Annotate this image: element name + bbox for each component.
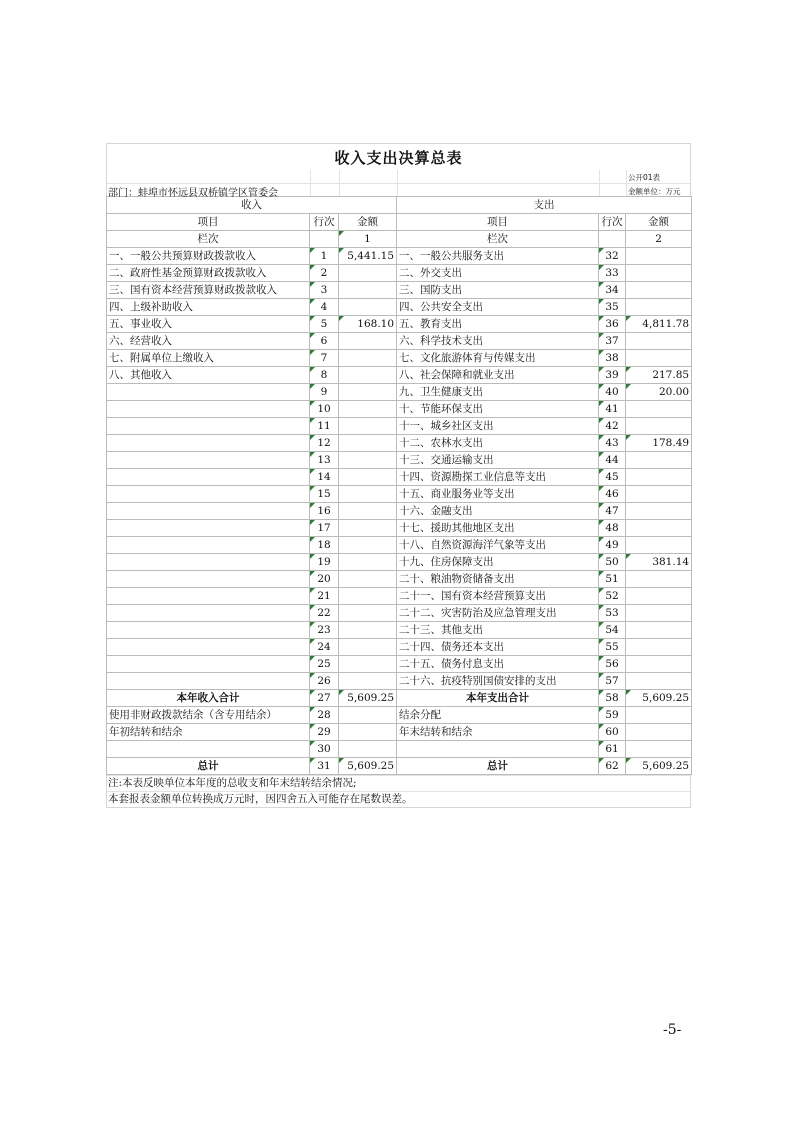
expense-item-cell: 十六、金融支出 xyxy=(397,503,599,520)
amount-unit: 金额单位：万元 xyxy=(628,187,681,196)
income-item-cell xyxy=(107,384,310,401)
expense-amount-cell: 5,609.25 xyxy=(626,758,692,775)
income-line-cell: 25 xyxy=(310,656,339,673)
expense-item-cell: 七、文化旅游体育与传媒支出 xyxy=(397,350,599,367)
expense-line-cell: 50 xyxy=(599,554,626,571)
expense-line-cell: 56 xyxy=(599,656,626,673)
income-line-cell: 17 xyxy=(310,520,339,537)
expense-amount-cell xyxy=(626,520,692,537)
expense-line-cell: 62 xyxy=(599,758,626,775)
income-item-cell: 七、附属单位上缴收入 xyxy=(107,350,310,367)
expense-amount-cell xyxy=(626,299,692,316)
income-item-cell xyxy=(107,605,310,622)
income-line-cell: 18 xyxy=(310,537,339,554)
expense-item-cell: 十一、城乡社区支出 xyxy=(397,418,599,435)
income-line-cell: 4 xyxy=(310,299,339,316)
income-item-cell: 本年收入合计 xyxy=(107,690,310,707)
income-item-cell xyxy=(107,622,310,639)
income-line-cell: 15 xyxy=(310,486,339,503)
income-amount-cell xyxy=(339,554,397,571)
income-item-cell xyxy=(107,571,310,588)
department-label: 部门：蚌埠市怀远县双桥镇学区管委会 xyxy=(108,188,278,199)
table-row xyxy=(107,741,692,758)
income-amount-cell xyxy=(339,673,397,690)
table-row xyxy=(107,724,692,741)
income-line-cell: 10 xyxy=(310,401,339,418)
income-line-cell: 6 xyxy=(310,333,339,350)
income-item-cell xyxy=(107,673,310,690)
income-item-cell: 五、事业收入 xyxy=(107,316,310,333)
expense-amount-cell xyxy=(626,503,692,520)
income-amount-cell xyxy=(339,418,397,435)
income-item-cell xyxy=(107,486,310,503)
expense-amount-header: 金额 xyxy=(626,214,692,231)
expense-amount-cell: 20.00 xyxy=(626,384,692,401)
expense-item-cell: 九、卫生健康支出 xyxy=(397,384,599,401)
income-amount-cell xyxy=(339,724,397,741)
expense-line-cell: 60 xyxy=(599,724,626,741)
income-amount-cell xyxy=(339,452,397,469)
expense-line-cell: 59 xyxy=(599,707,626,724)
income-line-cell: 23 xyxy=(310,622,339,639)
income-item-cell xyxy=(107,435,310,452)
report-title: 收入支出决算总表 xyxy=(334,149,463,167)
income-line-cell: 19 xyxy=(310,554,339,571)
empty-cell xyxy=(310,231,339,248)
expense-line-cell: 45 xyxy=(599,469,626,486)
report-sheet xyxy=(106,143,691,808)
expense-line-cell: 44 xyxy=(599,452,626,469)
income-amount-cell: 168.10 xyxy=(339,316,397,333)
income-item-cell xyxy=(107,554,310,571)
expense-amount-cell xyxy=(626,333,692,350)
income-line-cell: 12 xyxy=(310,435,339,452)
income-amount-cell xyxy=(339,350,397,367)
expense-line-cell: 37 xyxy=(599,333,626,350)
income-header: 收入 xyxy=(107,197,397,214)
income-line-cell: 29 xyxy=(310,724,339,741)
income-line-cell: 31 xyxy=(310,758,339,775)
form-code: 公开01表 xyxy=(628,173,661,182)
empty-cell xyxy=(599,231,626,248)
expense-amount-cell xyxy=(626,724,692,741)
income-item-header: 项目 xyxy=(107,214,310,231)
expense-item-cell: 二十六、抗疫特别国债安排的支出 xyxy=(397,673,599,690)
expense-line-cell: 57 xyxy=(599,673,626,690)
expense-item-cell: 八、社会保障和就业支出 xyxy=(397,367,599,384)
table-row xyxy=(107,554,692,571)
title-row xyxy=(106,143,691,170)
income-amount-cell xyxy=(339,469,397,486)
income-item-cell: 使用非财政拨款结余（含专用结余） xyxy=(107,707,310,724)
expense-amount-cell xyxy=(626,571,692,588)
meta-rows xyxy=(106,170,691,199)
income-line-cell: 11 xyxy=(310,418,339,435)
expense-line-cell: 49 xyxy=(599,537,626,554)
table-row xyxy=(107,537,692,554)
income-amount-cell xyxy=(339,299,397,316)
expense-line-cell: 42 xyxy=(599,418,626,435)
expense-line-cell: 51 xyxy=(599,571,626,588)
expense-line-cell: 58 xyxy=(599,690,626,707)
table-row xyxy=(107,452,692,469)
table-row xyxy=(107,486,692,503)
income-item-cell: 八、其他收入 xyxy=(107,367,310,384)
table-row xyxy=(107,435,692,452)
expense-amount-cell xyxy=(626,452,692,469)
table-row xyxy=(107,588,692,605)
expense-item-cell: 结余分配 xyxy=(397,707,599,724)
expense-item-cell: 十、节能环保支出 xyxy=(397,401,599,418)
expense-item-cell: 二、外交支出 xyxy=(397,265,599,282)
expense-amount-cell: 381.14 xyxy=(626,554,692,571)
income-amount-cell: 5,609.25 xyxy=(339,758,397,775)
expense-item-cell: 十五、商业服务业等支出 xyxy=(397,486,599,503)
table-row xyxy=(107,384,692,401)
expense-line-cell: 38 xyxy=(599,350,626,367)
income-item-cell xyxy=(107,537,310,554)
income-line-cell: 8 xyxy=(310,367,339,384)
expense-amount-cell xyxy=(626,656,692,673)
expense-amount-cell xyxy=(626,248,692,265)
expense-item-cell: 二十五、债务付息支出 xyxy=(397,656,599,673)
expense-line-cell: 52 xyxy=(599,588,626,605)
income-line-cell: 16 xyxy=(310,503,339,520)
expense-line-cell: 55 xyxy=(599,639,626,656)
expense-amount-cell: 4,811.78 xyxy=(626,316,692,333)
expense-item-cell: 十七、援助其他地区支出 xyxy=(397,520,599,537)
table-row xyxy=(107,758,692,775)
expense-line-cell: 36 xyxy=(599,316,626,333)
income-line-cell: 28 xyxy=(310,707,339,724)
expense-line-header: 行次 xyxy=(599,214,626,231)
income-line-cell: 14 xyxy=(310,469,339,486)
table-row xyxy=(107,469,692,486)
expense-item-cell: 十三、交通运输支出 xyxy=(397,452,599,469)
expense-item-cell: 五、教育支出 xyxy=(397,316,599,333)
expense-amount-cell: 217.85 xyxy=(626,367,692,384)
expense-item-cell: 本年支出合计 xyxy=(397,690,599,707)
expense-item-cell: 总计 xyxy=(397,758,599,775)
income-item-cell xyxy=(107,520,310,537)
income-line-cell: 1 xyxy=(310,248,339,265)
expense-item-cell: 十九、住房保障支出 xyxy=(397,554,599,571)
expense-line-cell: 43 xyxy=(599,435,626,452)
expense-amount-cell xyxy=(626,265,692,282)
income-item-cell: 四、上级补助收入 xyxy=(107,299,310,316)
expense-item-header: 项目 xyxy=(397,214,599,231)
income-item-cell xyxy=(107,503,310,520)
table-row xyxy=(107,248,692,265)
income-amount-cell xyxy=(339,537,397,554)
expense-amount-cell: 178.49 xyxy=(626,435,692,452)
expense-amount-cell xyxy=(626,350,692,367)
income-line-cell: 7 xyxy=(310,350,339,367)
page-number: -5- xyxy=(663,1022,682,1038)
table-row xyxy=(107,520,692,537)
income-amount-cell xyxy=(339,435,397,452)
income-amount-cell xyxy=(339,282,397,299)
income-item-cell: 一、一般公共预算财政拨款收入 xyxy=(107,248,310,265)
expense-amount-cell xyxy=(626,707,692,724)
table-row xyxy=(107,503,692,520)
table-row xyxy=(107,690,692,707)
income-amount-cell xyxy=(339,741,397,758)
table-row xyxy=(107,299,692,316)
income-amount-cell xyxy=(339,486,397,503)
table-row xyxy=(107,282,692,299)
income-column-label: 栏次 xyxy=(107,231,310,248)
expense-amount-cell xyxy=(626,622,692,639)
income-amount-cell xyxy=(339,401,397,418)
income-amount-header: 金额 xyxy=(339,214,397,231)
expense-column-label: 栏次 xyxy=(397,231,599,248)
income-line-cell: 3 xyxy=(310,282,339,299)
expense-item-cell: 十四、资源勘探工业信息等支出 xyxy=(397,469,599,486)
table-row xyxy=(107,571,692,588)
income-item-cell xyxy=(107,588,310,605)
table-row xyxy=(107,418,692,435)
expense-item-cell: 二十、粮油物资储备支出 xyxy=(397,571,599,588)
income-item-cell: 年初结转和结余 xyxy=(107,724,310,741)
expense-item-cell: 一、一般公共服务支出 xyxy=(397,248,599,265)
income-amount-cell xyxy=(339,707,397,724)
table-row xyxy=(107,656,692,673)
income-item-cell xyxy=(107,452,310,469)
expense-amount-cell xyxy=(626,282,692,299)
income-line-cell: 5 xyxy=(310,316,339,333)
income-column-number: 1 xyxy=(339,231,397,248)
income-line-cell: 24 xyxy=(310,639,339,656)
expense-line-cell: 53 xyxy=(599,605,626,622)
expense-item-cell: 年末结转和结余 xyxy=(397,724,599,741)
income-amount-cell xyxy=(339,367,397,384)
expense-item-cell: 六、科学技术支出 xyxy=(397,333,599,350)
expense-line-cell: 33 xyxy=(599,265,626,282)
expense-line-cell: 48 xyxy=(599,520,626,537)
income-amount-cell xyxy=(339,588,397,605)
income-line-cell: 30 xyxy=(310,741,339,758)
expense-line-cell: 41 xyxy=(599,401,626,418)
expense-amount-cell xyxy=(626,486,692,503)
expense-item-cell: 十八、自然资源海洋气象等支出 xyxy=(397,537,599,554)
table-row xyxy=(107,707,692,724)
income-amount-cell xyxy=(339,605,397,622)
note-line: 本套报表金额单位转换成万元时，因四舍五入可能存在尾数误差。 xyxy=(107,791,690,807)
table-row xyxy=(107,401,692,418)
section-header-row xyxy=(107,197,692,214)
expense-item-cell: 四、公共安全支出 xyxy=(397,299,599,316)
expense-line-cell: 61 xyxy=(599,741,626,758)
table-row xyxy=(107,265,692,282)
expense-item-cell: 二十二、灾害防治及应急管理支出 xyxy=(397,605,599,622)
expense-item-cell: 十二、农林水支出 xyxy=(397,435,599,452)
expense-line-cell: 46 xyxy=(599,486,626,503)
expense-amount-cell xyxy=(626,469,692,486)
income-amount-cell xyxy=(339,520,397,537)
income-line-cell: 27 xyxy=(310,690,339,707)
expense-header: 支出 xyxy=(397,197,692,214)
income-item-cell: 六、经营收入 xyxy=(107,333,310,350)
income-amount-cell xyxy=(339,384,397,401)
table-row xyxy=(107,639,692,656)
income-amount-cell xyxy=(339,265,397,282)
expense-item-cell: 二十四、债务还本支出 xyxy=(397,639,599,656)
income-amount-cell xyxy=(339,333,397,350)
income-item-cell: 三、国有资本经营预算财政拨款收入 xyxy=(107,282,310,299)
expense-line-cell: 47 xyxy=(599,503,626,520)
income-amount-cell xyxy=(339,656,397,673)
table-row xyxy=(107,367,692,384)
income-item-cell xyxy=(107,469,310,486)
income-line-cell: 26 xyxy=(310,673,339,690)
table-row xyxy=(107,673,692,690)
income-line-cell: 21 xyxy=(310,588,339,605)
expense-line-cell: 34 xyxy=(599,282,626,299)
table-row xyxy=(107,350,692,367)
income-line-cell: 9 xyxy=(310,384,339,401)
income-item-cell: 总计 xyxy=(107,758,310,775)
note-line: 注:本表反映单位本年度的总收支和年末结转结余情况; xyxy=(107,775,690,791)
table-row xyxy=(107,605,692,622)
expense-item-cell: 二十三、其他支出 xyxy=(397,622,599,639)
income-amount-cell xyxy=(339,571,397,588)
expense-amount-cell xyxy=(626,418,692,435)
income-amount-cell xyxy=(339,639,397,656)
income-line-header: 行次 xyxy=(310,214,339,231)
income-line-cell: 13 xyxy=(310,452,339,469)
income-amount-cell: 5,609.25 xyxy=(339,690,397,707)
income-amount-cell xyxy=(339,503,397,520)
table-body xyxy=(107,248,692,775)
income-line-cell: 20 xyxy=(310,571,339,588)
expense-amount-cell xyxy=(626,639,692,656)
expense-amount-cell: 5,609.25 xyxy=(626,690,692,707)
expense-amount-cell xyxy=(626,741,692,758)
expense-amount-cell xyxy=(626,537,692,554)
table-row xyxy=(107,622,692,639)
income-line-cell: 2 xyxy=(310,265,339,282)
expense-amount-cell xyxy=(626,605,692,622)
income-item-cell xyxy=(107,639,310,656)
column-header-row xyxy=(107,214,692,231)
expense-line-cell: 32 xyxy=(599,248,626,265)
expense-line-cell: 40 xyxy=(599,384,626,401)
expense-amount-cell xyxy=(626,673,692,690)
income-item-cell xyxy=(107,741,310,758)
income-item-cell xyxy=(107,656,310,673)
expense-line-cell: 54 xyxy=(599,622,626,639)
expense-item-cell xyxy=(397,741,599,758)
income-item-cell xyxy=(107,418,310,435)
income-item-cell: 二、政府性基金预算财政拨款收入 xyxy=(107,265,310,282)
summary-table xyxy=(106,196,692,775)
expense-amount-cell xyxy=(626,401,692,418)
table-row xyxy=(107,316,692,333)
expense-item-cell: 二十一、国有资本经营预算支出 xyxy=(397,588,599,605)
expense-item-cell: 三、国防支出 xyxy=(397,282,599,299)
expense-column-number: 2 xyxy=(626,231,692,248)
income-amount-cell: 5,441.15 xyxy=(339,248,397,265)
income-amount-cell xyxy=(339,622,397,639)
notes xyxy=(106,775,691,808)
income-line-cell: 22 xyxy=(310,605,339,622)
income-item-cell xyxy=(107,401,310,418)
expense-amount-cell xyxy=(626,588,692,605)
column-index-row xyxy=(107,231,692,248)
table-row xyxy=(107,333,692,350)
expense-line-cell: 35 xyxy=(599,299,626,316)
expense-line-cell: 39 xyxy=(599,367,626,384)
